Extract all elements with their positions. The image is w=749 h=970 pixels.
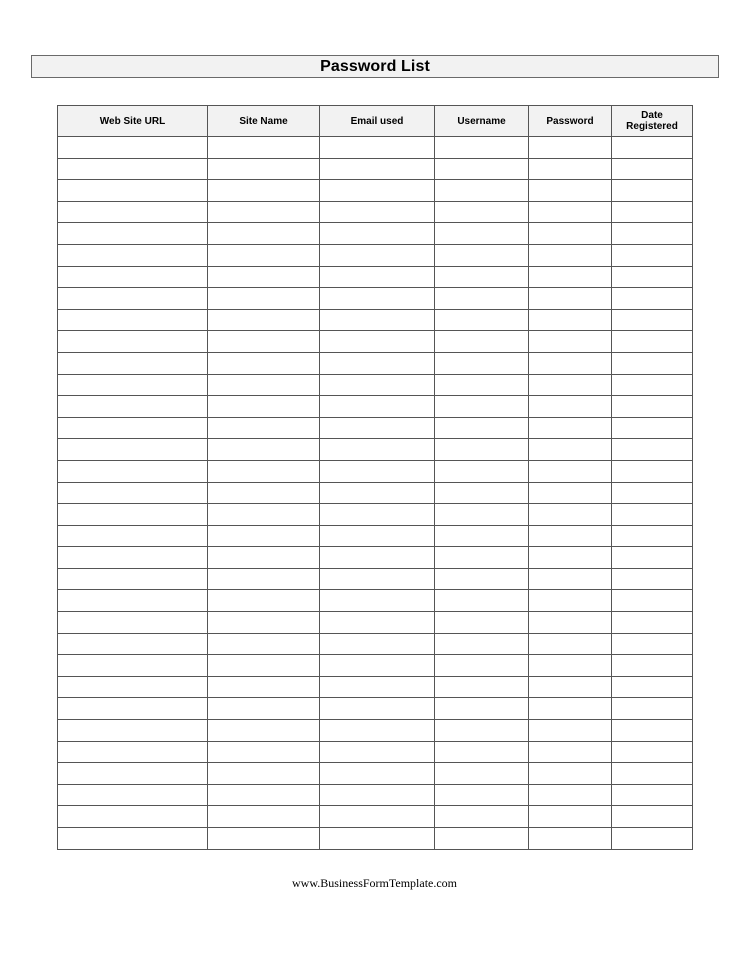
table-row [58,763,693,785]
table-cell[interactable] [435,288,529,310]
table-cell[interactable] [612,374,693,396]
table-cell[interactable] [320,633,435,655]
table-cell[interactable] [58,460,208,482]
table-cell[interactable] [529,137,612,159]
table-cell[interactable] [320,137,435,159]
table-cell[interactable] [529,201,612,223]
table-row [58,396,693,418]
table-cell[interactable] [529,374,612,396]
table-row [58,741,693,763]
table-cell[interactable] [529,676,612,698]
table-header-row [58,106,693,137]
table-cell[interactable] [58,137,208,159]
table-cell[interactable] [435,784,529,806]
table-cell[interactable] [320,374,435,396]
table-cell[interactable] [320,655,435,677]
table-cell[interactable] [529,763,612,785]
table-cell[interactable] [612,180,693,202]
table-cell[interactable] [435,655,529,677]
table-cell[interactable] [529,828,612,850]
footer-website: www.BusinessFormTemplate.com [291,876,458,890]
table-cell[interactable] [58,763,208,785]
table-cell[interactable] [58,655,208,677]
table-cell[interactable] [435,244,529,266]
table-cell[interactable] [612,720,693,742]
table-cell[interactable] [529,698,612,720]
table-cell[interactable] [320,698,435,720]
table-row [58,460,693,482]
table-cell[interactable] [612,590,693,612]
table-cell[interactable] [435,482,529,504]
table-cell[interactable] [208,331,320,353]
table-cell[interactable] [208,655,320,677]
table-row [58,158,693,180]
table-cell[interactable] [435,352,529,374]
table-cell[interactable] [58,201,208,223]
table-cell[interactable] [529,417,612,439]
table-cell[interactable] [58,547,208,569]
table-cell[interactable] [435,568,529,590]
table-cell[interactable] [435,201,529,223]
table-cell[interactable] [208,266,320,288]
table-cell[interactable] [208,568,320,590]
table-row [58,806,693,828]
table-cell[interactable] [320,223,435,245]
table-cell[interactable] [612,547,693,569]
table-cell[interactable] [208,806,320,828]
table-cell[interactable] [320,828,435,850]
table-cell[interactable] [58,698,208,720]
table-cell[interactable] [320,417,435,439]
table-row [58,676,693,698]
table-cell[interactable] [320,396,435,418]
table-cell[interactable] [435,612,529,634]
table-cell[interactable] [58,223,208,245]
table-cell[interactable] [320,676,435,698]
table-cell[interactable] [58,266,208,288]
table-cell[interactable] [320,784,435,806]
table-cell[interactable] [612,612,693,634]
table-cell[interactable] [529,568,612,590]
table-cell[interactable] [58,676,208,698]
table-cell[interactable] [208,676,320,698]
table-cell[interactable] [320,288,435,310]
table-row [58,417,693,439]
table-cell[interactable] [320,352,435,374]
table-row [58,784,693,806]
table-row [58,266,693,288]
table-cell[interactable] [435,828,529,850]
table-cell[interactable] [612,266,693,288]
table-cell[interactable] [612,828,693,850]
table-cell[interactable] [612,741,693,763]
table-cell[interactable] [435,460,529,482]
table-row [58,244,693,266]
table-cell[interactable] [435,223,529,245]
table-row [58,201,693,223]
table-cell[interactable] [58,417,208,439]
table-cell[interactable] [208,352,320,374]
table-cell[interactable] [320,612,435,634]
table-cell[interactable] [208,720,320,742]
table-cell[interactable] [208,784,320,806]
table-cell[interactable] [529,460,612,482]
table-cell[interactable] [612,698,693,720]
table-row [58,547,693,569]
table-cell[interactable] [435,137,529,159]
table-cell[interactable] [435,158,529,180]
table-cell[interactable] [435,417,529,439]
table-cell[interactable] [529,806,612,828]
table-cell[interactable] [208,137,320,159]
table-cell[interactable] [612,352,693,374]
table-cell[interactable] [208,504,320,526]
table-cell[interactable] [320,266,435,288]
table-cell[interactable] [529,720,612,742]
column-header-site-name: Site Name [208,106,320,137]
table-cell[interactable] [58,309,208,331]
table-cell[interactable] [58,504,208,526]
table-cell[interactable] [320,504,435,526]
table-cell[interactable] [612,633,693,655]
table-cell[interactable] [435,439,529,461]
table-cell[interactable] [435,331,529,353]
table-cell[interactable] [612,158,693,180]
table-cell[interactable] [529,655,612,677]
table-cell[interactable] [435,720,529,742]
table-cell[interactable] [435,266,529,288]
column-header-password: Password [529,106,612,137]
table-cell[interactable] [529,223,612,245]
table-cell[interactable] [208,525,320,547]
table-cell[interactable] [612,244,693,266]
table-cell[interactable] [612,655,693,677]
table-cell[interactable] [529,309,612,331]
table-cell[interactable] [529,266,612,288]
table-row [58,828,693,850]
column-header-username: Username [435,106,529,137]
table-cell[interactable] [58,158,208,180]
table-cell[interactable] [612,460,693,482]
table-cell[interactable] [320,568,435,590]
table-cell[interactable] [320,525,435,547]
table-cell[interactable] [58,396,208,418]
table-cell[interactable] [320,720,435,742]
table-cell[interactable] [58,633,208,655]
table-cell[interactable] [612,223,693,245]
table-cell[interactable] [58,590,208,612]
table-cell[interactable] [612,288,693,310]
table-cell[interactable] [529,633,612,655]
table-cell[interactable] [58,331,208,353]
table-cell[interactable] [612,331,693,353]
table-cell[interactable] [612,396,693,418]
table-row [58,633,693,655]
table-cell[interactable] [435,633,529,655]
table-cell[interactable] [435,396,529,418]
table-cell[interactable] [208,590,320,612]
table-cell[interactable] [529,590,612,612]
table-cell[interactable] [208,309,320,331]
table-cell[interactable] [208,763,320,785]
table-cell[interactable] [612,504,693,526]
table-row [58,525,693,547]
table-cell[interactable] [58,244,208,266]
table-cell[interactable] [58,784,208,806]
table-cell[interactable] [529,158,612,180]
table-row [58,180,693,202]
title-bar [31,55,719,78]
table-cell[interactable] [435,590,529,612]
table-cell[interactable] [58,741,208,763]
table-cell[interactable] [208,244,320,266]
page-title: Password List [320,57,430,75]
table-row [58,137,693,159]
table-row [58,698,693,720]
table-cell[interactable] [320,180,435,202]
table-cell[interactable] [58,482,208,504]
table-row [58,504,693,526]
table-cell[interactable] [208,223,320,245]
table-cell[interactable] [208,396,320,418]
table-cell[interactable] [529,612,612,634]
table-cell[interactable] [208,828,320,850]
table-row [58,439,693,461]
table-cell[interactable] [58,720,208,742]
table-row [58,309,693,331]
table-cell[interactable] [612,806,693,828]
table-cell[interactable] [320,806,435,828]
password-table [57,105,693,850]
table-cell[interactable] [320,158,435,180]
table-cell[interactable] [208,547,320,569]
table-cell[interactable] [529,525,612,547]
table-cell[interactable] [435,525,529,547]
table-cell[interactable] [320,590,435,612]
table-cell[interactable] [612,482,693,504]
table-cell[interactable] [208,201,320,223]
table-cell[interactable] [612,137,693,159]
table-cell[interactable] [612,439,693,461]
table-cell[interactable] [58,525,208,547]
table-cell[interactable] [612,201,693,223]
table-cell[interactable] [208,612,320,634]
table-cell[interactable] [320,763,435,785]
table-cell[interactable] [320,331,435,353]
table-cell[interactable] [58,568,208,590]
table-cell[interactable] [612,763,693,785]
table-cell[interactable] [435,698,529,720]
column-header-date-registered: Date Registered [612,106,693,137]
table-cell[interactable] [435,180,529,202]
table-cell[interactable] [612,784,693,806]
table-cell[interactable] [208,741,320,763]
table-cell[interactable] [208,158,320,180]
table-row [58,612,693,634]
table-cell[interactable] [208,482,320,504]
table-row [58,352,693,374]
table-row [58,655,693,677]
table-cell[interactable] [529,244,612,266]
table-row [58,568,693,590]
table-cell[interactable] [435,309,529,331]
table-cell[interactable] [320,547,435,569]
table-cell[interactable] [208,374,320,396]
table-cell[interactable] [529,396,612,418]
table-cell[interactable] [529,331,612,353]
table-cell[interactable] [208,417,320,439]
table-cell[interactable] [529,482,612,504]
table-body [58,137,693,850]
table-cell[interactable] [529,547,612,569]
table-cell[interactable] [208,633,320,655]
table-cell[interactable] [58,439,208,461]
table-cell[interactable] [58,180,208,202]
table-row [58,374,693,396]
table-cell[interactable] [208,180,320,202]
table-cell[interactable] [435,547,529,569]
table-cell[interactable] [320,244,435,266]
table-cell[interactable] [58,806,208,828]
table-row [58,590,693,612]
table-cell[interactable] [58,374,208,396]
table-cell[interactable] [612,417,693,439]
table-cell[interactable] [208,288,320,310]
table-row [58,482,693,504]
table-cell[interactable] [320,460,435,482]
table-cell[interactable] [208,460,320,482]
table-cell[interactable] [529,180,612,202]
table-cell[interactable] [529,288,612,310]
table-cell[interactable] [529,439,612,461]
table-cell[interactable] [435,806,529,828]
table-cell[interactable] [435,504,529,526]
table-cell[interactable] [320,309,435,331]
table-cell[interactable] [435,676,529,698]
table-cell[interactable] [320,741,435,763]
table-cell[interactable] [58,612,208,634]
table-row [58,288,693,310]
table-cell[interactable] [529,352,612,374]
table-cell[interactable] [208,698,320,720]
table-cell[interactable] [529,784,612,806]
table-cell[interactable] [58,828,208,850]
table-cell[interactable] [612,309,693,331]
table-cell[interactable] [58,288,208,310]
table-row [58,720,693,742]
table-cell[interactable] [435,741,529,763]
table-cell[interactable] [529,504,612,526]
table-cell[interactable] [612,676,693,698]
table-cell[interactable] [435,374,529,396]
table-cell[interactable] [320,482,435,504]
table-row [58,223,693,245]
table-cell[interactable] [529,741,612,763]
table-cell[interactable] [612,525,693,547]
table-cell[interactable] [58,352,208,374]
table-cell[interactable] [320,201,435,223]
table-cell[interactable] [612,568,693,590]
table-row [58,331,693,353]
column-header-email-used: Email used [320,106,435,137]
table-cell[interactable] [320,439,435,461]
column-header-web-site-url: Web Site URL [58,106,208,137]
table-cell[interactable] [208,439,320,461]
table-cell[interactable] [435,763,529,785]
